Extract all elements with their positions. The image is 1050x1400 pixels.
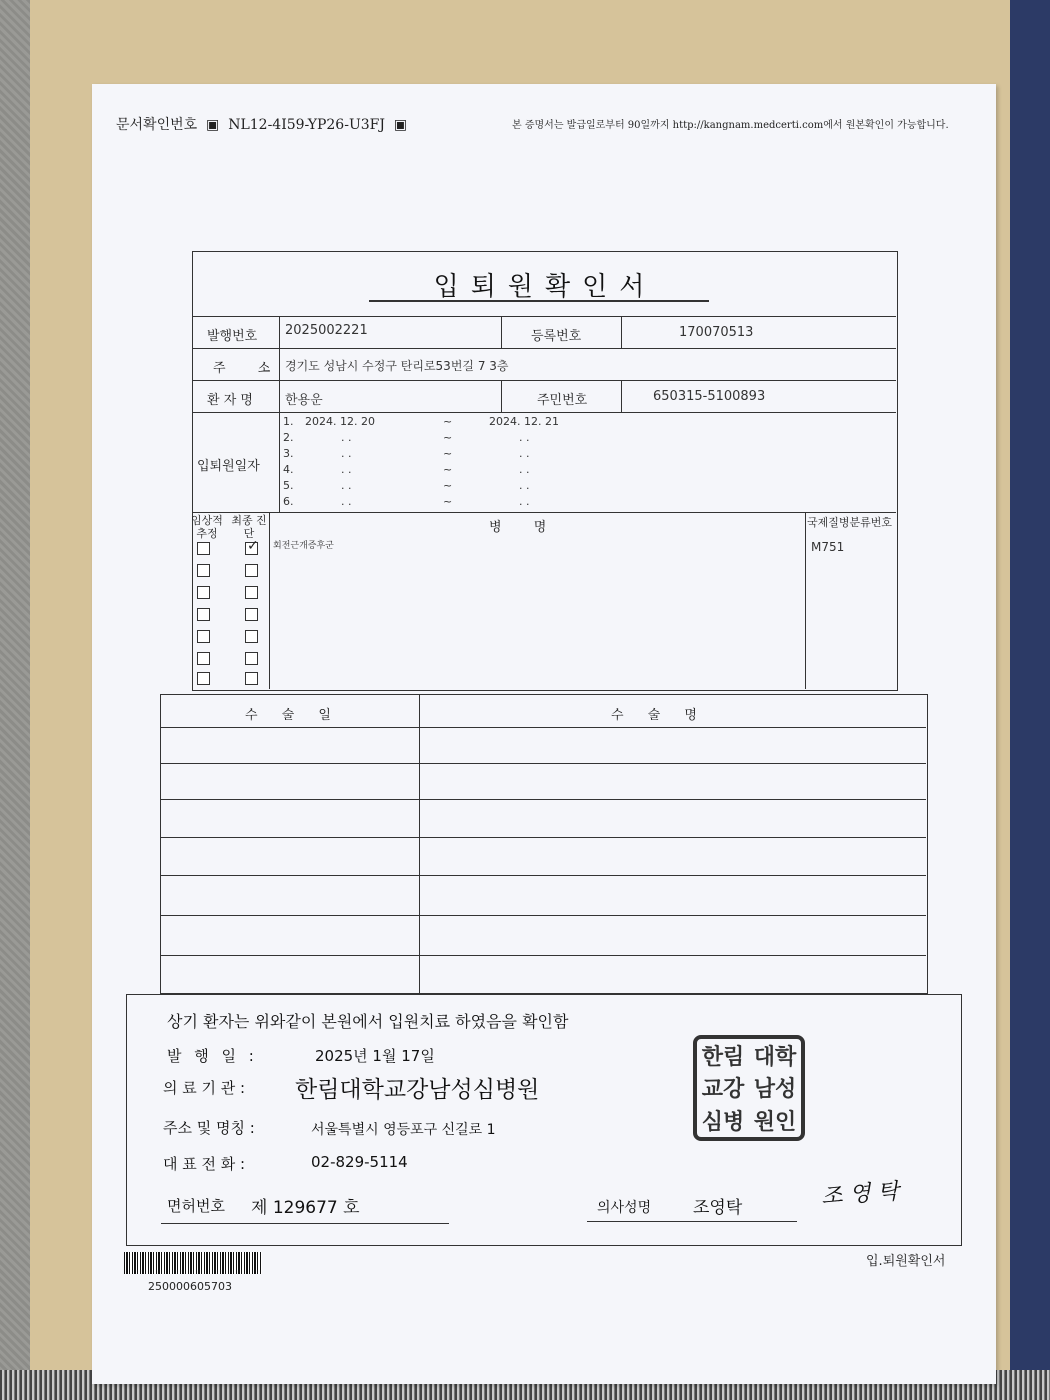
phone-label: 대 표 전 화 : <box>163 1155 246 1173</box>
form-title: 입퇴원확인서 <box>433 272 657 302</box>
document-paper <box>92 84 996 1384</box>
form-table <box>192 251 898 691</box>
disease-code: M751 <box>811 540 845 554</box>
divider <box>279 316 280 512</box>
surgery-date-header: 수 술 일 <box>245 708 341 723</box>
doctor-underline <box>587 1221 797 1222</box>
barcode-number: 250000605703 <box>148 1280 232 1293</box>
divider <box>269 512 270 689</box>
institution-name: 한림대학교강남성심병원 <box>295 1077 540 1103</box>
divider <box>161 799 926 800</box>
divider <box>161 727 926 728</box>
rrn-label: 주민번호 <box>537 393 588 408</box>
divider <box>193 316 896 317</box>
divider <box>193 380 896 381</box>
divider <box>419 695 420 993</box>
issue-date-value: 2025년 1월 17일 <box>315 1047 435 1065</box>
final-checkbox[interactable] <box>245 652 258 665</box>
issue-date-label: 발 행 일 : <box>167 1047 258 1065</box>
clinical-estimate-label: 임상적 추정 <box>191 514 223 540</box>
patient-name: 한용운 <box>285 393 323 408</box>
divider <box>621 380 622 412</box>
dates-list <box>283 415 683 511</box>
clinical-checkbox[interactable] <box>197 542 210 555</box>
surgery-name-header: 수 술 명 <box>611 708 707 723</box>
divider <box>193 348 896 349</box>
divider <box>501 380 502 412</box>
license-label: 면허번호 <box>167 1197 225 1215</box>
divider <box>161 915 926 916</box>
dates-label: 입퇴원일자 <box>197 459 260 474</box>
clinical-checkbox[interactable] <box>197 608 210 621</box>
date-row: 2. . . ~ . . <box>283 431 530 444</box>
doc-check-notice: 본 증명서는 발급일로부터 90일까지 http://kangnam.medcerti.com에서 원본확인이 가능합니다. <box>512 120 949 131</box>
clinical-checkbox[interactable] <box>197 586 210 599</box>
doc-check-label: 문서확인번호 <box>116 117 198 133</box>
disease-header: 병 명 <box>489 520 561 535</box>
issue-no-label: 발행번호 <box>207 329 258 344</box>
check-icon: ✓ <box>247 538 259 554</box>
date-row: 5. . . ~ . . <box>283 479 530 492</box>
barcode <box>124 1252 262 1274</box>
final-checkbox[interactable] <box>245 672 258 685</box>
clinical-checkbox[interactable] <box>197 652 210 665</box>
clinical-checkbox[interactable] <box>197 564 210 577</box>
issue-no-value: 2025002221 <box>285 323 368 338</box>
date-row: 6. . . ~ . . <box>283 495 530 508</box>
license-value: 제 129677 호 <box>251 1198 360 1218</box>
address-label: 주 소 <box>213 361 285 376</box>
final-checkbox[interactable] <box>245 538 259 555</box>
divider <box>193 512 896 513</box>
divider <box>193 412 896 413</box>
statement-address-value: 서울특별시 영등포구 신길로 1 <box>311 1122 496 1138</box>
final-checkbox[interactable] <box>245 564 258 577</box>
reg-no-label: 등록번호 <box>531 329 582 344</box>
final-checkbox[interactable] <box>245 630 258 643</box>
date-row: 3. . . ~ . . <box>283 447 530 460</box>
hospital-seal: 한림 대학 교강 남성 심병 원인 <box>693 1035 805 1141</box>
final-checkbox[interactable] <box>245 586 258 599</box>
square-icon: ▣ <box>389 117 408 133</box>
divider <box>161 763 926 764</box>
doctor-signature: 조 영 탁 <box>820 1179 900 1210</box>
doctor-name: 조영탁 <box>693 1198 743 1218</box>
square-icon: ▣ <box>201 117 224 133</box>
license-underline <box>161 1223 449 1224</box>
divider <box>501 316 502 348</box>
statement-address-label: 주소 및 명칭 : <box>163 1119 255 1137</box>
phone-value: 02-829-5114 <box>311 1153 408 1171</box>
divider <box>161 955 926 956</box>
doc-check-line <box>116 114 407 134</box>
surgery-table <box>160 694 928 994</box>
doc-check-number: NL12-4I59-YP26-U3FJ <box>228 117 385 133</box>
disease-code-header: 국제질병분류번호 <box>807 516 893 529</box>
title-underline <box>369 300 709 302</box>
divider <box>161 875 926 876</box>
footer-doc-name: 입.퇴원확인서 <box>866 1254 946 1269</box>
rrn-value: 650315-5100893 <box>653 389 766 404</box>
final-checkbox[interactable] <box>245 608 258 621</box>
divider <box>621 316 622 348</box>
divider <box>161 837 926 838</box>
address-value: 경기도 성남시 수정구 탄리로53번길 7 3층 <box>285 359 509 373</box>
divider <box>805 512 806 689</box>
institution-label: 의 료 기 관 : <box>163 1079 246 1097</box>
date-row: 4. . . ~ . . <box>283 463 530 476</box>
clinical-checkbox[interactable] <box>197 630 210 643</box>
disease-name: 회전근개증후군 <box>273 541 334 551</box>
clinical-checkbox[interactable] <box>197 672 210 685</box>
final-diagnosis-label: 최종 진단 <box>231 514 267 540</box>
statement-block <box>126 994 962 1246</box>
doctor-label: 의사성명 <box>597 1200 652 1216</box>
reg-no-value: 170070513 <box>679 325 754 340</box>
confirm-statement: 상기 환자는 위와같이 본원에서 입원치료 하였음을 확인함 <box>167 1012 569 1031</box>
background-right-edge <box>1010 0 1050 1400</box>
date-row: 1. 2024. 12. 20 ~ 2024. 12. 21 <box>283 415 559 428</box>
patient-label: 환 자 명 <box>207 393 253 408</box>
